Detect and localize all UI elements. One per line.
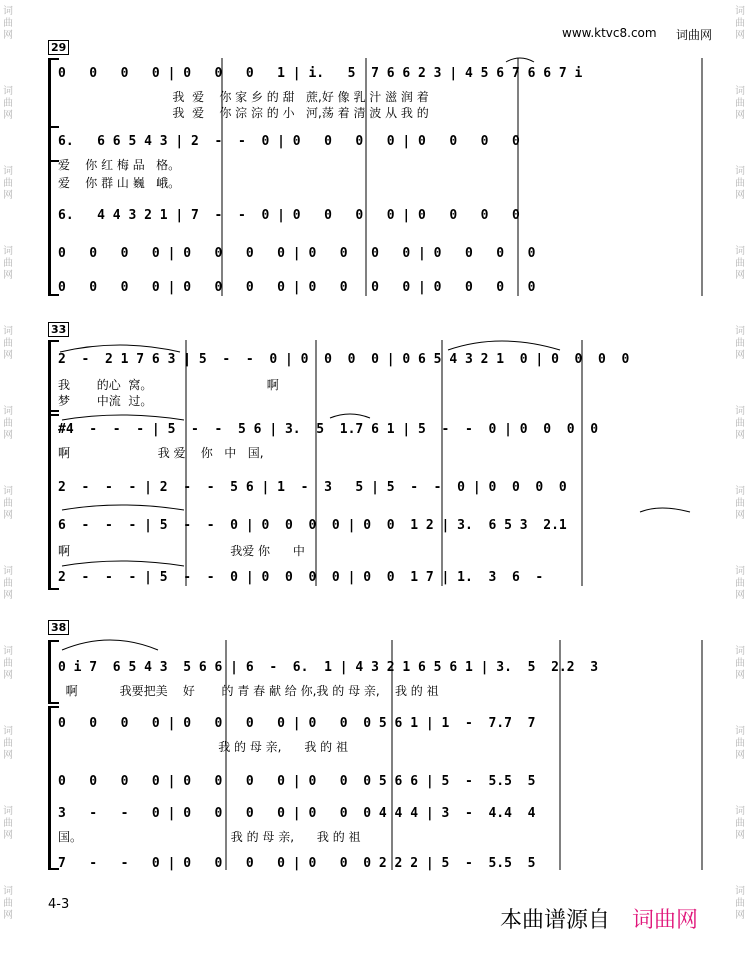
watermark-text: 词 曲 网 — [3, 566, 13, 601]
watermark-text: 词 曲 网 — [735, 566, 745, 601]
score-row: 0 0 0 0 | 0 0 0 0 | 0 0 0 5 6 6 | 5 - 5.5 5 — [58, 774, 536, 789]
watermark-text: 词 曲 网 — [735, 646, 745, 681]
watermark-text: 词 曲 网 — [735, 886, 745, 921]
score-row: 0 0 0 0 | 0 0 0 0 | 0 0 0 5 6 1 | 1 - 7.7 7 — [58, 716, 536, 731]
lyric-row: 国。 我 的 母 亲, 我 的 祖 — [58, 830, 361, 844]
watermark-text: 词 曲 网 — [735, 6, 745, 41]
measure-number: 33 — [48, 322, 69, 337]
page-number: 4-3 — [48, 897, 70, 912]
score-row: 2 - - - | 5 - - 0 | 0 0 0 0 | 0 0 1 7 | 1. 3 6 - — [58, 570, 544, 585]
watermark-text: 词 曲 网 — [735, 86, 745, 121]
watermark-text: 词 曲 网 — [3, 726, 13, 761]
score-row: 2 - - - | 2 - - 5 6 | 1 - 3 5 | 5 - - 0 | 0 0 0 0 — [58, 480, 567, 495]
watermark-text: 词 曲 网 — [735, 806, 745, 841]
source-text: 本曲谱源自 — [500, 908, 611, 933]
measure-number: 29 — [48, 40, 69, 55]
score-row: 6. 4 4 3 2 1 | 7 - - 0 | 0 0 0 0 | 0 0 0 0 — [58, 208, 520, 223]
score-row: 6 - - - | 5 - - 0 | 0 0 0 0 | 0 0 1 2 | 3. 6 5 3 2.1 — [58, 518, 567, 533]
score-row: #4 - - - | 5 - - 5 6 | 3. 5 1.7 6 1 | 5 - - 0 | 0 0 0 0 — [58, 422, 599, 437]
lyric-row: 我 的心 窝。 啊 — [58, 378, 279, 392]
watermark-text: 词 曲 网 — [3, 646, 13, 681]
lyric-row: 啊 我 爱 你 中 国, — [58, 446, 264, 460]
score-row: 6. 6 6 5 4 3 | 2 - - 0 | 0 0 0 0 | 0 0 0 0 — [58, 134, 520, 149]
score-row: 0 0 0 0 | 0 0 0 0 | 0 0 0 0 | 0 0 0 0 — [58, 246, 536, 261]
lyric-row: 梦 中流 过。 — [58, 394, 153, 408]
score-row: 0 0 0 0 | 0 0 0 0 | 0 0 0 0 | 0 0 0 0 — [58, 280, 536, 295]
score-row: 0 i 7 6 5 4 3 5 6 6 | 6 - 6. 1 | 4 3 2 1 6 5 6 1 | 3. 5 2.2 3 — [58, 660, 599, 675]
source-brand: 词曲网 — [632, 908, 699, 933]
watermark-text: 词 曲 网 — [3, 486, 13, 521]
watermark-text: 词 曲 网 — [735, 486, 745, 521]
lyric-row: 爱 你 红 梅 品 格。 — [58, 158, 181, 172]
lyric-row: 爱 你 群 山 巍 峨。 — [58, 176, 181, 190]
watermark-text: 词 曲 网 — [3, 166, 13, 201]
score-row: 0 0 0 0 | 0 0 0 1 | i. 5 7 6 6 2 3 | 4 5 6 7 6 6 7 i — [58, 66, 583, 81]
watermark-text: 词 曲 网 — [735, 326, 745, 361]
score-row: 7 - - 0 | 0 0 0 0 | 0 0 0 2 2 2 | 5 - 5.5 5 — [58, 856, 536, 871]
lyric-row: 我 的 母 亲, 我 的 祖 — [58, 740, 348, 754]
site-url[interactable]: www.ktvc8.com — [562, 26, 657, 40]
watermark-text: 词 曲 网 — [3, 246, 13, 281]
watermark-text: 词 曲 网 — [735, 406, 745, 441]
watermark-text: 词 曲 网 — [3, 326, 13, 361]
watermark-text: 词 曲 网 — [3, 806, 13, 841]
lyric-row: 我 爱 你 淙 淙 的 小 河,荡 着 清 波 从 我 的 — [58, 106, 429, 120]
site-brand: 词曲网 — [676, 28, 713, 42]
lyric-row: 啊 我爱 你 中 — [58, 544, 305, 558]
watermark-text: 词 曲 网 — [735, 246, 745, 281]
watermark-text: 词 曲 网 — [735, 726, 745, 761]
lyric-row: 啊 我要把美 好 的 青 春 献 给 你,我 的 母 亲, 我 的 祖 — [58, 684, 439, 698]
watermark-text: 词 曲 网 — [3, 886, 13, 921]
watermark-text: 词 曲 网 — [3, 406, 13, 441]
watermark-text: 词 曲 网 — [3, 6, 13, 41]
score-row: 2 - 2 1 7 6 3 | 5 - - 0 | 0 0 0 0 | 0 6 5 4 3 2 1 0 | 0 0 0 0 — [58, 352, 630, 367]
watermark-text: 词 曲 网 — [3, 86, 13, 121]
lyric-row: 我 爱 你 家 乡 的 甜 蔗,好 像 乳 汁 滋 润 着 — [58, 90, 429, 104]
score-row: 3 - - 0 | 0 0 0 0 | 0 0 0 4 4 4 | 3 - 4.4 4 — [58, 806, 536, 821]
measure-number: 38 — [48, 620, 69, 635]
watermark-text: 词 曲 网 — [735, 166, 745, 201]
